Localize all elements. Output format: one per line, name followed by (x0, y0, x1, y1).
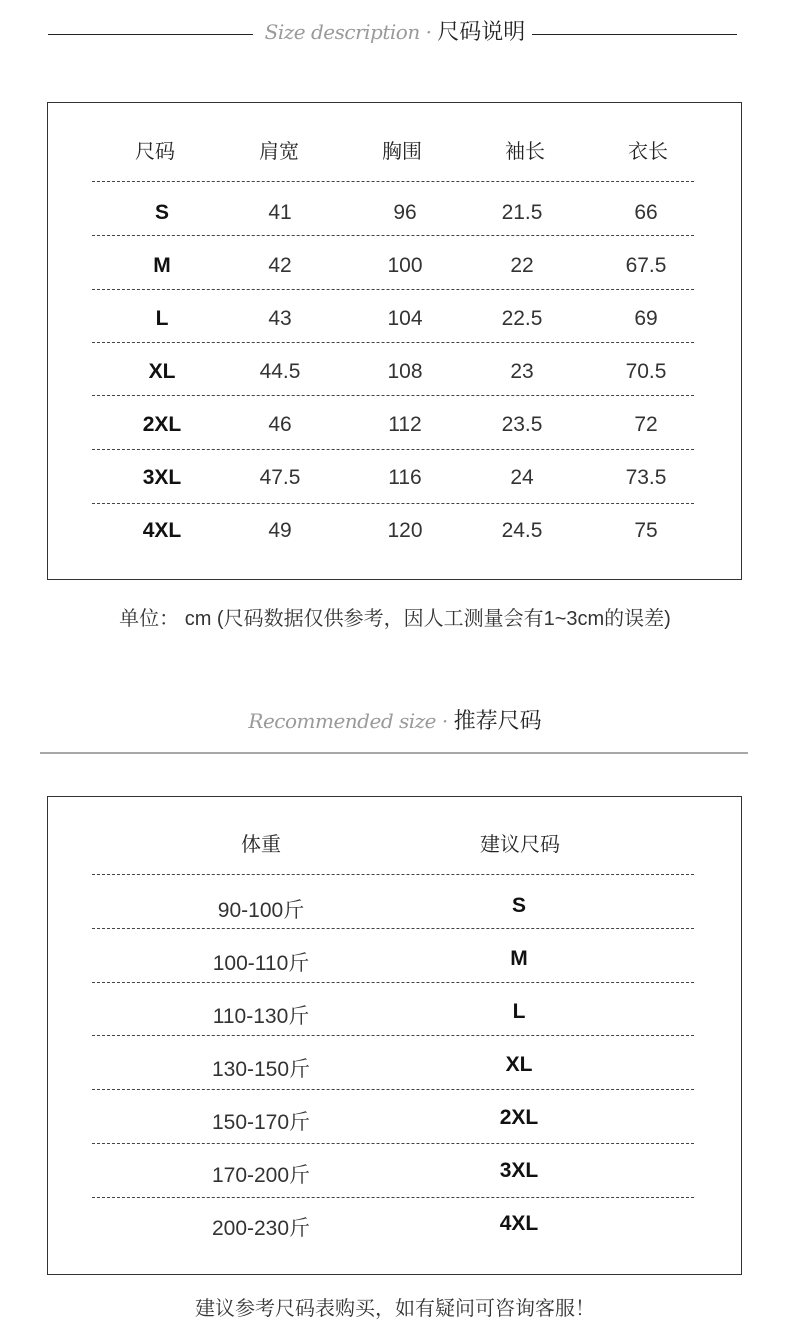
cell-sleeve: 23 (510, 360, 534, 383)
header-size: 尺码 (135, 141, 175, 163)
cell-size: M (153, 254, 171, 277)
footer-note: 建议参考尺码表购买，如有疑问可咨询客服！ (195, 1298, 595, 1320)
cell-chest: 120 (387, 519, 423, 542)
divider (92, 1197, 694, 1198)
cell-size: M (510, 947, 528, 970)
header-sleeve: 袖长 (505, 141, 545, 163)
divider (92, 874, 694, 875)
divider (92, 342, 694, 343)
cell-size: L (155, 307, 169, 330)
unit-note: 单位： cm (尺码数据仅供参考，因人工测量会有1~3cm的误差) (119, 608, 671, 630)
header-suggested-size: 建议尺码 (480, 834, 560, 856)
cell-shoulder: 43 (268, 307, 292, 330)
cell-sleeve: 24.5 (501, 519, 543, 542)
cell-chest: 108 (387, 360, 423, 383)
title-separator: · (419, 20, 438, 44)
divider (92, 1143, 694, 1144)
cell-weight: 90-100斤 (217, 899, 305, 922)
cell-sleeve: 21.5 (501, 201, 543, 224)
cell-size: S (511, 894, 527, 917)
cell-weight: 110-130斤 (212, 1005, 310, 1028)
title-rule (40, 752, 748, 754)
cell-shoulder: 41 (268, 201, 292, 224)
cell-shoulder: 47.5 (259, 466, 301, 489)
divider (92, 181, 694, 182)
size-chart-table (47, 102, 742, 580)
cell-chest: 100 (387, 254, 423, 277)
cell-size: 2XL (499, 1106, 539, 1129)
recommended-size-table (47, 796, 742, 1275)
cell-chest: 96 (393, 201, 417, 224)
cell-size: 4XL (499, 1212, 539, 1235)
cell-weight: 150-170斤 (211, 1111, 311, 1134)
divider (92, 289, 694, 290)
divider (92, 503, 694, 504)
cell-length: 69 (634, 307, 658, 330)
cell-length: 66 (634, 201, 658, 224)
title-separator: · (436, 709, 454, 733)
cell-size: 4XL (142, 519, 182, 542)
cell-weight: 200-230斤 (211, 1217, 311, 1240)
cell-shoulder: 44.5 (259, 360, 301, 383)
divider (92, 1035, 694, 1036)
cell-shoulder: 42 (268, 254, 292, 277)
header-length: 衣长 (628, 141, 668, 163)
size-description-title (0, 15, 790, 46)
cell-size: L (512, 1000, 526, 1023)
cell-length: 70.5 (625, 360, 667, 383)
divider (92, 982, 694, 983)
divider (92, 449, 694, 450)
cell-shoulder: 49 (268, 519, 292, 542)
cell-size: XL (505, 1053, 533, 1076)
cell-chest: 116 (388, 466, 422, 489)
divider (92, 395, 694, 396)
cell-size: 3XL (142, 466, 182, 489)
cell-size: 2XL (142, 413, 182, 436)
divider (92, 235, 694, 236)
cell-weight: 100-110斤 (212, 952, 310, 975)
title-cn: 尺码说明 (437, 19, 526, 44)
title-cn: 推荐尺码 (453, 708, 542, 733)
cell-chest: 104 (387, 307, 423, 330)
cell-length: 75 (634, 519, 658, 542)
cell-size: 3XL (499, 1159, 539, 1182)
cell-sleeve: 24 (510, 466, 534, 489)
title-en: Recommended size (248, 709, 437, 733)
cell-shoulder: 46 (268, 413, 292, 436)
cell-length: 72 (634, 413, 658, 436)
header-weight: 体重 (241, 834, 281, 856)
cell-length: 67.5 (625, 254, 667, 277)
divider (92, 1089, 694, 1090)
recommended-size-title (0, 704, 790, 735)
header-chest: 胸围 (382, 141, 422, 163)
divider (92, 928, 694, 929)
cell-chest: 112 (388, 413, 422, 436)
cell-sleeve: 22 (510, 254, 534, 277)
cell-weight: 130-150斤 (211, 1058, 311, 1081)
title-en: Size description (264, 20, 420, 44)
cell-sleeve: 22.5 (501, 307, 543, 330)
cell-size: S (154, 201, 170, 224)
header-shoulder: 肩宽 (259, 141, 299, 163)
cell-length: 73.5 (625, 466, 667, 489)
cell-sleeve: 23.5 (501, 413, 543, 436)
cell-size: XL (148, 360, 176, 383)
cell-weight: 170-200斤 (211, 1164, 311, 1187)
